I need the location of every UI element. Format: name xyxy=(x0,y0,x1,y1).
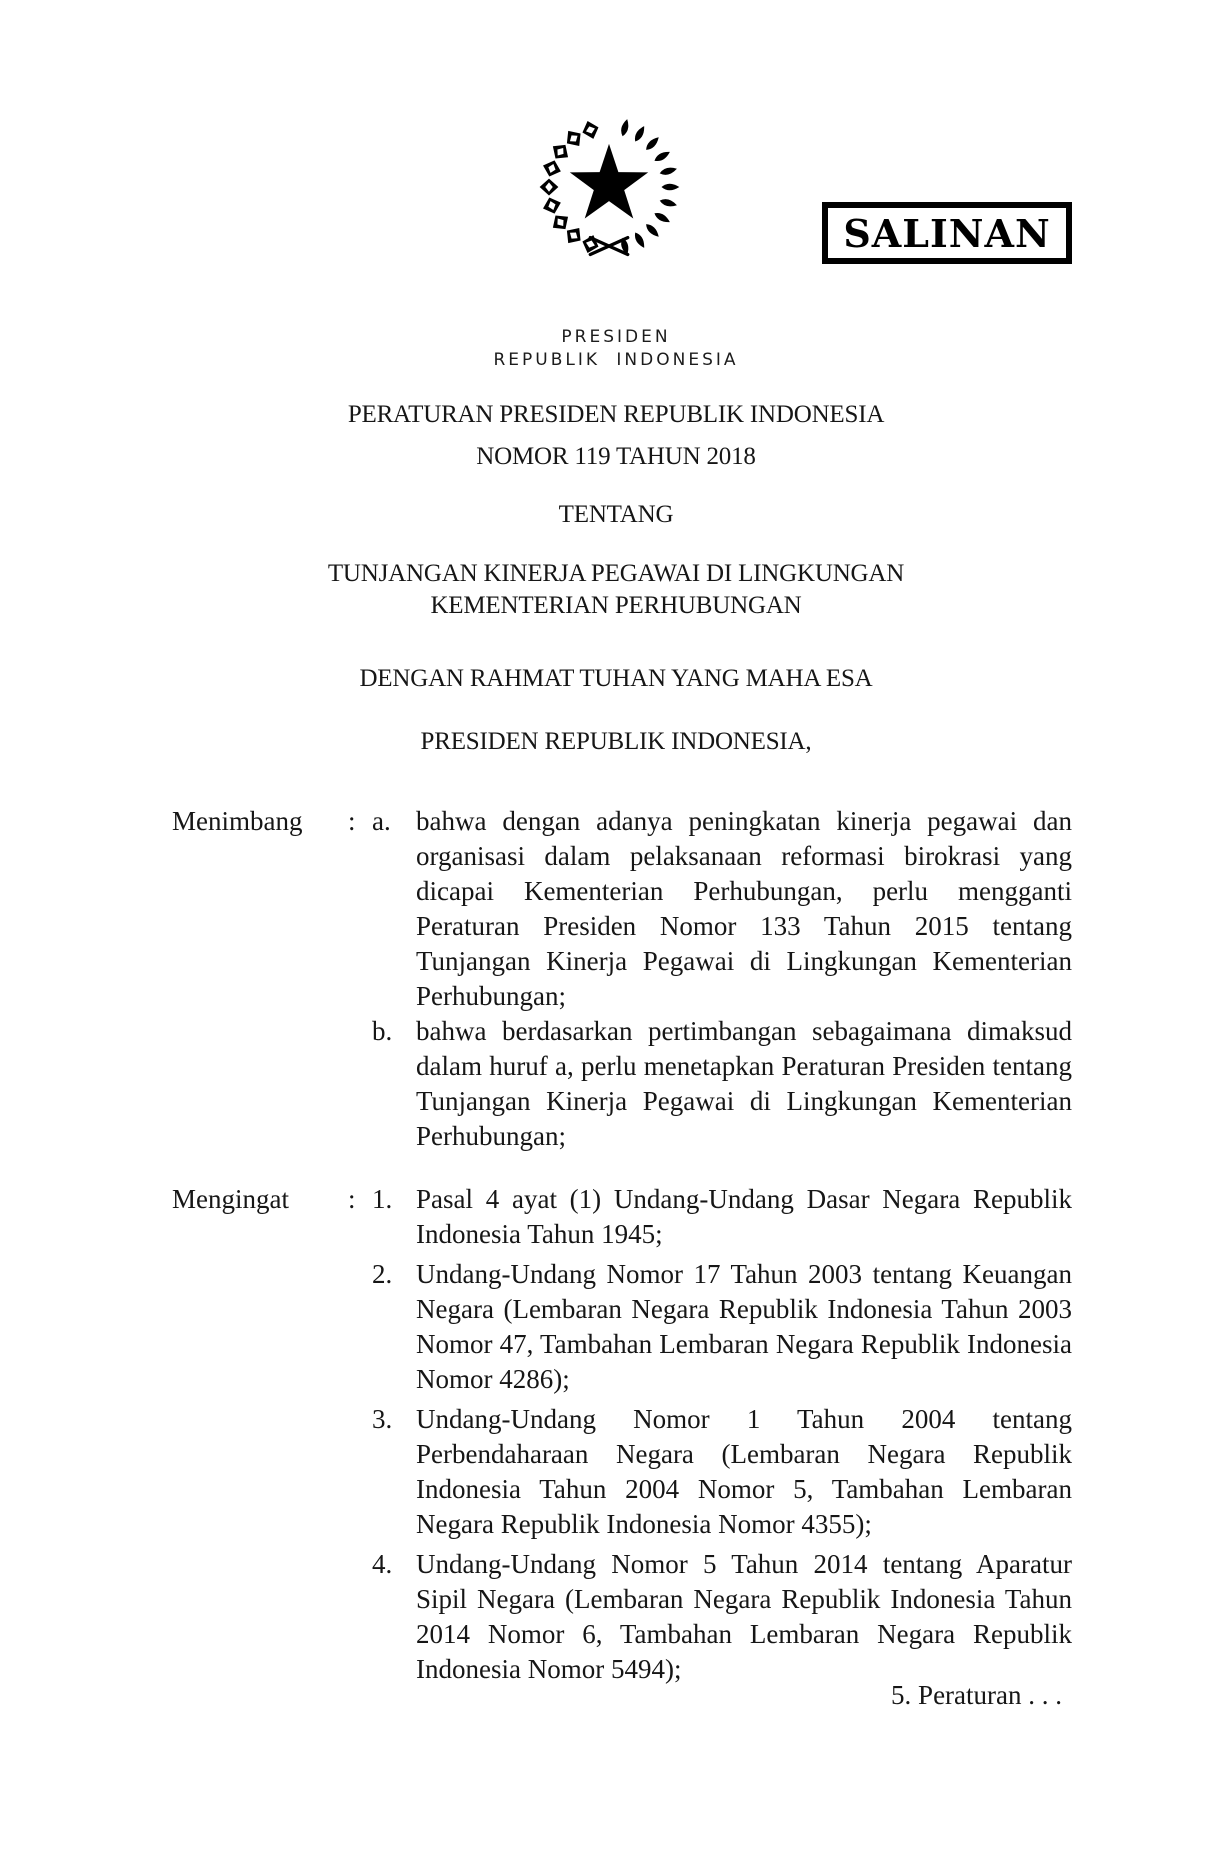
legal-basis-item-1 xyxy=(372,1182,1072,1252)
clauses xyxy=(172,804,1072,1687)
item-text: Undang-Undang Nomor 1 Tahun 2004 tentang Perbendaharaan Negara (Lembaran Negara Republik Indonesia Tahun 2004 Nomor 5, Tambahan Lembaran Negara Republik Indonesia Nomor 4355); xyxy=(416,1404,1072,1539)
consideration-item-b xyxy=(372,1014,1072,1154)
item-text: bahwa dengan adanya peningkatan kinerja pegawai dan organisasi dalam pelaksanaan reformasi birokrasi yang dicapai Kementerian Perhubungan, perlu mengganti Peraturan Presiden Nomor 133 Tahun 2015 tentang Tunjangan Kinerja Pegawai di Lingkungan Kementerian Perhubungan; xyxy=(416,806,1072,1011)
item-text: Undang-Undang Nomor 5 Tahun 2014 tentang Aparatur Sipil Negara (Lembaran Negara Republik Indonesia Tahun 2014 Nomor 6, Tambahan Lembaran Negara Republik Indonesia Nomor 5494); xyxy=(416,1549,1072,1684)
salinan-stamp: SALINAN xyxy=(822,202,1072,264)
presidential-star-wreath-emblem-icon xyxy=(534,112,684,262)
item-marker: 2. xyxy=(372,1259,393,1289)
letterhead xyxy=(172,326,1060,372)
legal-basis-item-3 xyxy=(372,1402,1072,1542)
menimbang-colon: : xyxy=(348,806,356,836)
item-marker: 4. xyxy=(372,1549,393,1579)
title-block xyxy=(172,398,1060,759)
legal-basis-item-2 xyxy=(372,1257,1072,1397)
mengingat-colon: : xyxy=(348,1184,356,1214)
subject-line-2: KEMENTERIAN PERHUBUNGAN xyxy=(430,592,802,619)
item-marker: a. xyxy=(372,806,391,836)
item-marker: b. xyxy=(372,1016,393,1046)
consideration-item-a xyxy=(372,804,1072,1014)
legal-basis-item-4 xyxy=(372,1547,1072,1687)
mengingat-label: Mengingat xyxy=(172,1184,289,1214)
item-text: Undang-Undang Nomor 17 Tahun 2003 tentang Keuangan Negara (Lembaran Negara Republik Indonesia Tahun 2003 Nomor 47, Tambahan Lembaran Negara Republik Indonesia Nomor 4286); xyxy=(416,1259,1072,1394)
letterhead-line-republik-indonesia: REPUBLIK INDONESIA xyxy=(493,350,739,370)
regulation-title: PERATURAN PRESIDEN REPUBLIK INDONESIA xyxy=(347,401,885,428)
mengingat-section xyxy=(172,1182,1072,1687)
menimbang-label: Menimbang xyxy=(172,806,303,836)
invocation-line: DENGAN RAHMAT TUHAN YANG MAHA ESA xyxy=(359,665,873,692)
item-marker: 1. xyxy=(372,1184,393,1214)
letterhead-line-presiden: PRESIDEN xyxy=(561,327,671,347)
item-text: Pasal 4 ayat (1) Undang-Undang Dasar Negara Republik Indonesia Tahun 1945; xyxy=(416,1184,1072,1249)
tentang-heading: TENTANG xyxy=(558,501,674,528)
menimbang-section xyxy=(172,804,1072,1154)
regulation-number: NOMOR 119 TAHUN 2018 xyxy=(476,443,756,470)
subject-line-1: TUNJANGAN KINERJA PEGAWAI DI LINGKUNGAN xyxy=(327,560,905,587)
authority-line: PRESIDEN REPUBLIK INDONESIA, xyxy=(420,728,812,755)
item-text: bahwa berdasarkan pertimbangan sebagaimana dimaksud dalam huruf a, perlu menetapkan Peraturan Presiden tentang Tunjangan Kinerja Pegawai di Lingkungan Kementerian Perhubungan; xyxy=(416,1016,1072,1151)
item-marker: 3. xyxy=(372,1404,393,1434)
page-catchword: 5. Peraturan . . . xyxy=(891,1680,1062,1710)
